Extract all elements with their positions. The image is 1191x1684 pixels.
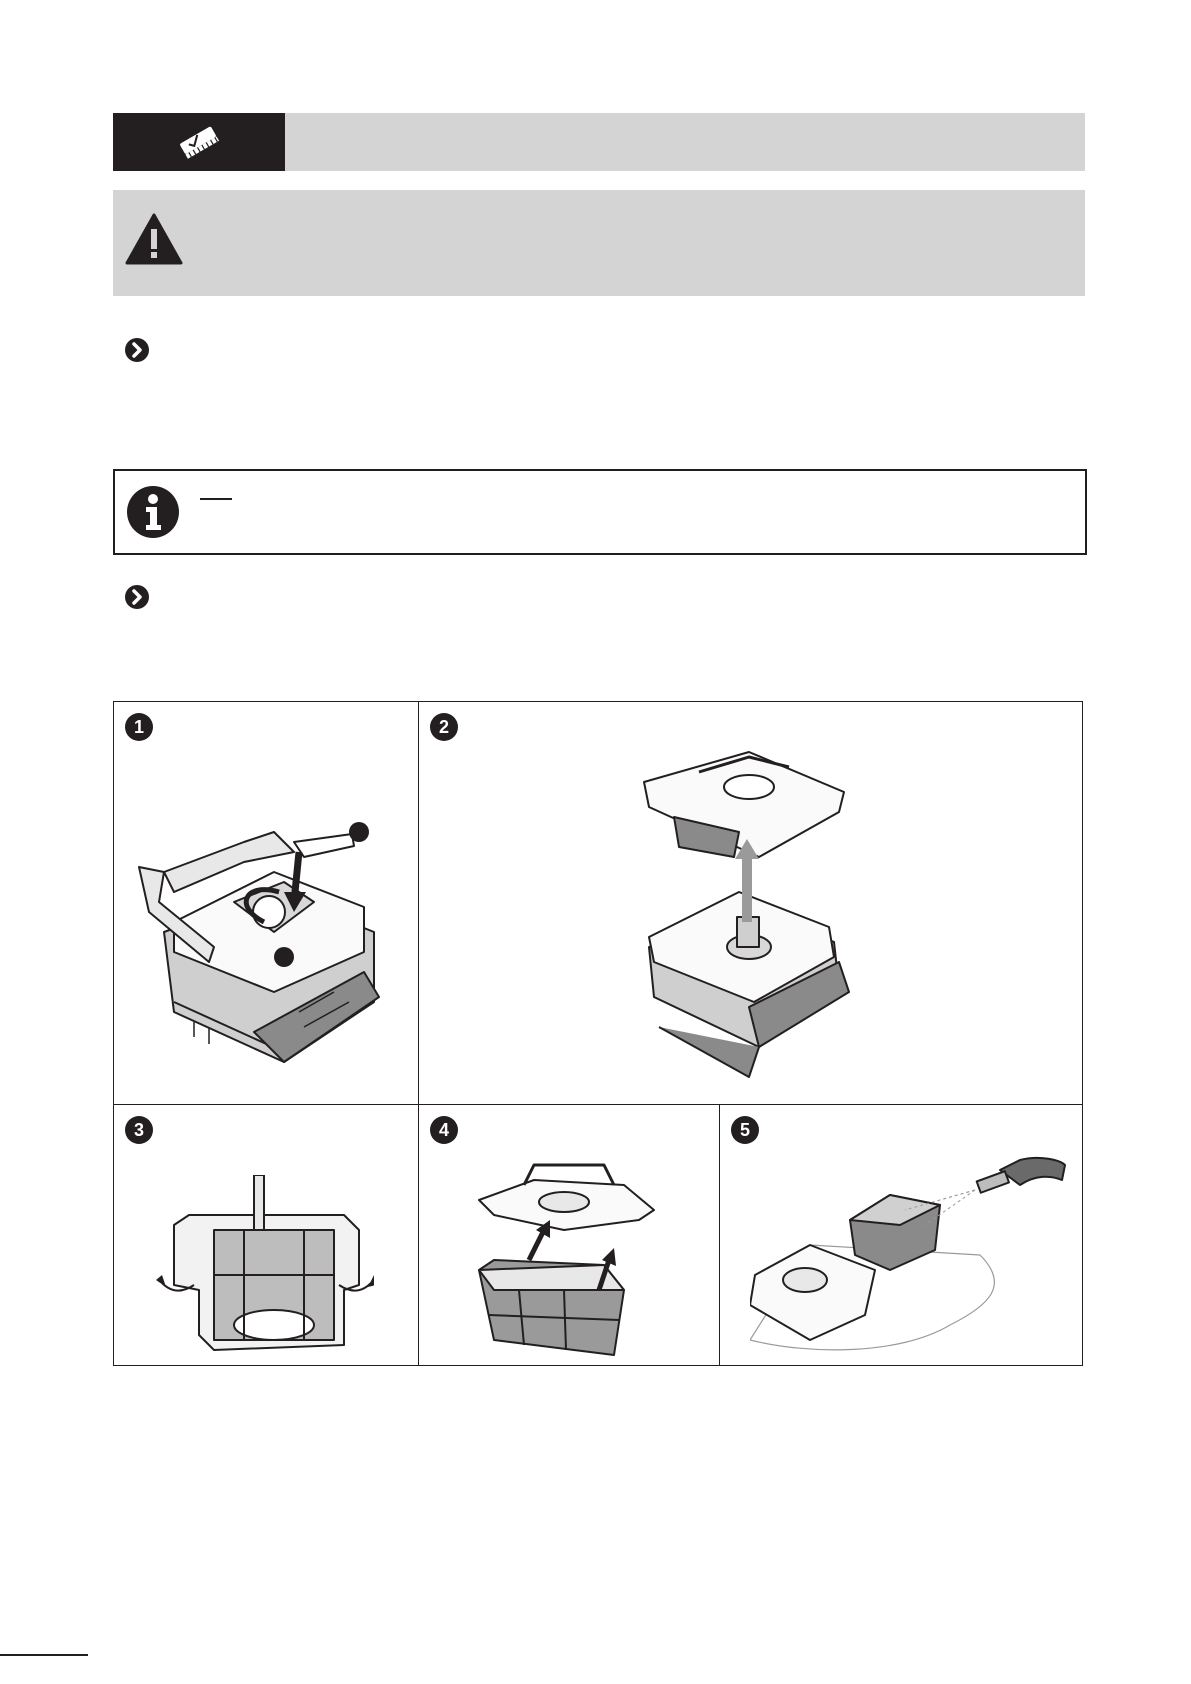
svg-text:1: 1: [133, 717, 145, 737]
warning-box: [113, 190, 1085, 296]
warning-triangle-icon: [125, 213, 183, 265]
section-header-bar: [285, 113, 1085, 171]
step-number-3: [124, 1115, 154, 1145]
chevron-right-circle-icon: [124, 584, 150, 610]
figure-step-4: [418, 1104, 720, 1366]
svg-text:5: 5: [739, 1120, 751, 1140]
chevron-right-circle-icon: [124, 337, 150, 363]
step-number-5: [730, 1115, 760, 1145]
info-box: [113, 469, 1087, 555]
info-divider: [200, 498, 232, 500]
basket-separation-illustration: [474, 1160, 674, 1360]
svg-text:3: 3: [133, 1120, 145, 1140]
figure-step-2: [418, 701, 1083, 1105]
figure-step-5: [719, 1104, 1083, 1366]
section-header-icon-block: [113, 113, 285, 171]
filter-removal-illustration: [639, 747, 869, 1097]
robot-cleaner-illustration: [134, 812, 404, 1072]
svg-text:2: 2: [438, 717, 450, 737]
figure-step-1: [113, 701, 419, 1105]
info-icon: [125, 484, 181, 540]
footer-rule: [0, 1654, 88, 1656]
step-number-2: [429, 712, 459, 742]
filter-clips-illustration: [154, 1175, 374, 1355]
brush-icon: [113, 113, 285, 171]
step-number-1: [124, 712, 154, 742]
figure-step-3: [113, 1104, 419, 1366]
step-number-4: [429, 1115, 459, 1145]
svg-text:4: 4: [438, 1120, 450, 1140]
rinse-filter-illustration: [750, 1155, 1070, 1355]
